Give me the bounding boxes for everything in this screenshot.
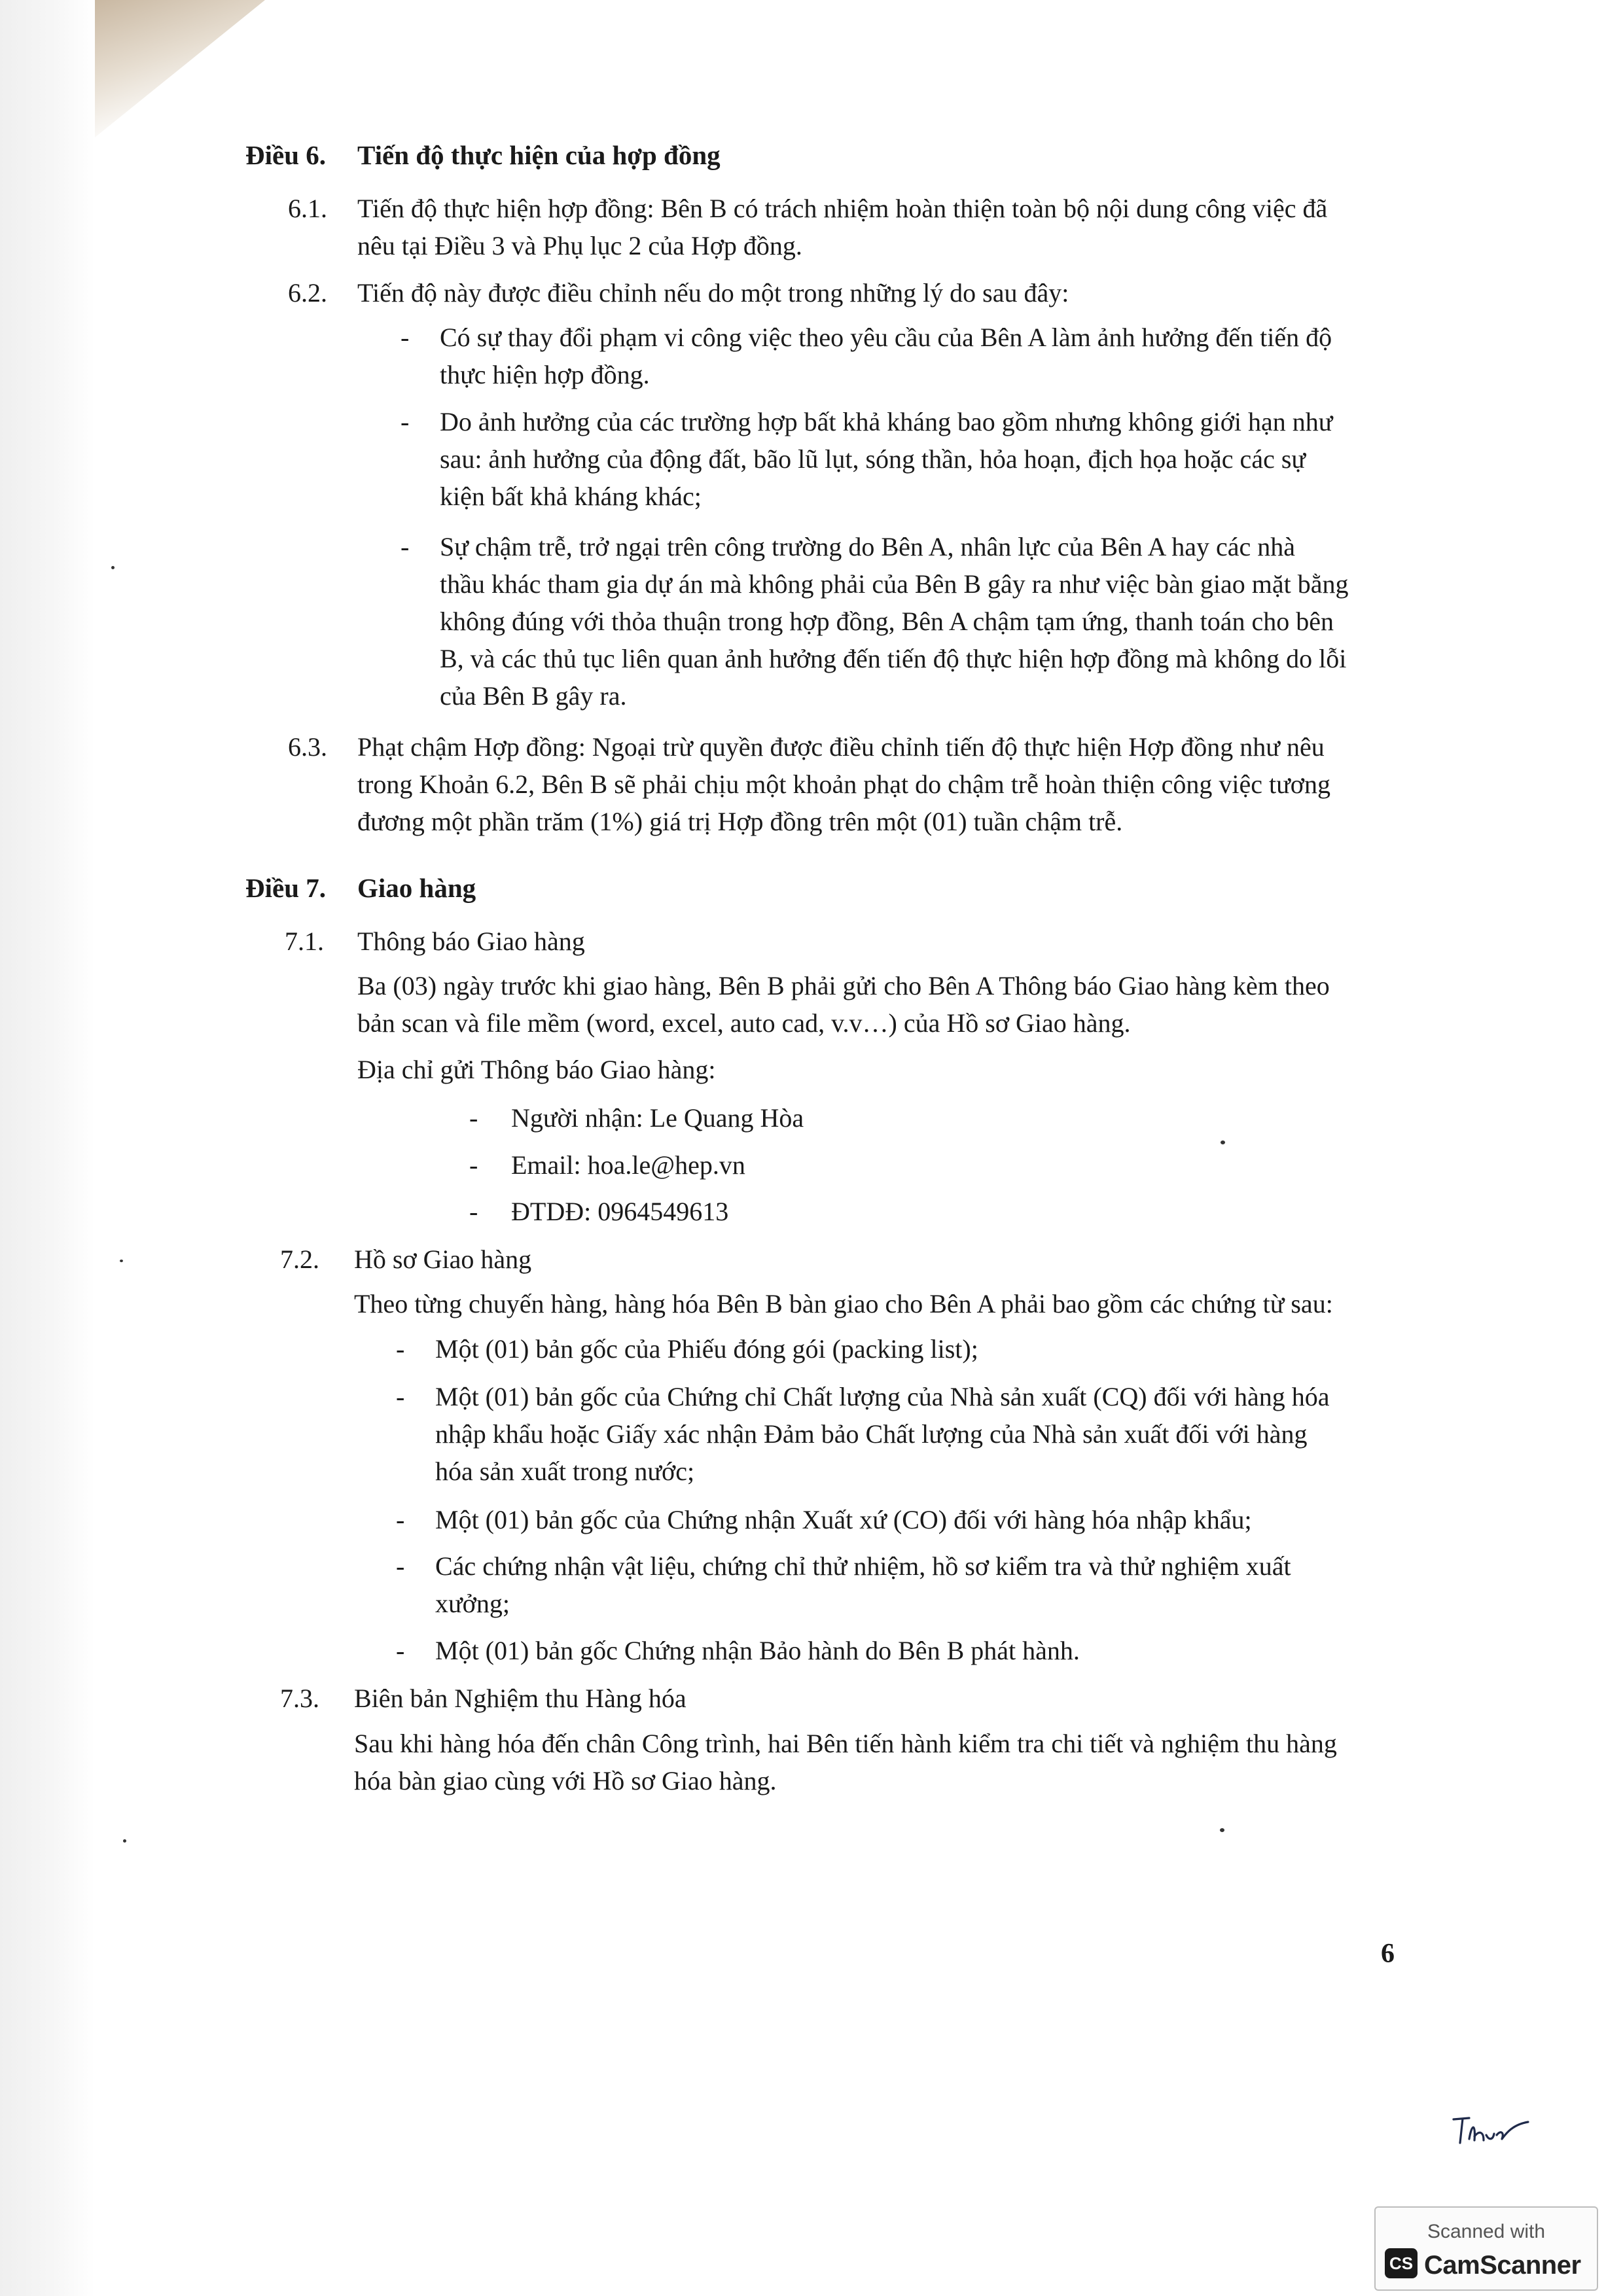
clause-6-2-intro: Tiến độ này được điều chỉnh nếu do một trong những lý do sau đây: [357,278,1069,308]
clause-6-2-bullet-1-line: Có sự thay đổi phạm vi công việc theo yêu cầu của Bên A làm ảnh hưởng đến tiến độ [440,323,1332,352]
clause-7-2-title: Hồ sơ Giao hàng [354,1245,532,1274]
clause-7-2-bullet-4-line: Các chứng nhận vật liệu, chứng chỉ thử nhiệm, hồ sơ kiểm tra và thử nghiệm xuất [435,1551,1291,1581]
scan-speck [120,1260,123,1262]
bullet-dash: - [396,1505,405,1534]
clause-6-2-bullet-2-line: Do ảnh hưởng của các trường hợp bất khả kháng bao gồm nhưng không giới hạn như [440,407,1333,436]
camscanner-logo-icon: CS [1385,2248,1418,2278]
handwritten-initials [1450,2110,1541,2149]
bullet-dash: - [401,532,410,561]
clause-7-2-bullet-3-line: Một (01) bản gốc của Chứng nhận Xuất xứ (CO) đối với hàng hóa nhập khẩu; [435,1505,1252,1534]
clause-6-2-bullet-3-line: không đúng với thỏa thuận trong hợp đồng, Bên A chậm tạm ứng, thanh toán cho bên [440,607,1334,636]
recipient-name: Người nhận: Le Quang Hòa [511,1103,804,1133]
clause-6-2-bullet-3-line: B, và các thủ tục liên quan ảnh hưởng đến tiến độ thực hiện hợp đồng mà không do lỗi [440,644,1347,673]
bullet-dash: - [469,1150,478,1180]
clause-7-1-paragraph-line: Ba (03) ngày trước khi giao hàng, Bên B phải gửi cho Bên A Thông báo Giao hàng kèm theo [357,971,1330,1000]
bullet-dash: - [401,323,410,352]
clause-6-3-line: đương một phần trăm (1%) giá trị Hợp đồng trên một (01) tuần chậm trễ. [357,807,1123,836]
camscanner-watermark [1374,2206,1598,2291]
clause-7-3-title: Biên bản Nghiệm thu Hàng hóa [354,1684,687,1713]
bullet-dash: - [469,1197,478,1226]
clause-7-2-bullet-2-line: Một (01) bản gốc của Chứng chỉ Chất lượng của Nhà sản xuất (CQ) đối với hàng hóa [435,1382,1330,1411]
recipient-email: Email: hoa.le@hep.vn [511,1150,745,1180]
clause-7-3-number: 7.3. [280,1684,319,1713]
article-6-label: Điều 6. [245,140,326,170]
article-6-title: Tiến độ thực hiện của hợp đồng [357,140,721,170]
clause-6-2-number: 6.2. [288,278,327,308]
recipient-phone: ĐTDĐ: 0964549613 [511,1197,729,1226]
bullet-dash: - [469,1103,478,1133]
scan-speck [1220,1828,1224,1832]
clause-6-2-bullet-2-line: kiện bất khả kháng khác; [440,482,702,511]
scan-speck [1221,1140,1225,1144]
clause-6-2-bullet-3-line: thầu khác tham gia dự án mà không phải của Bên B gây ra như việc bàn giao mặt bằng [440,569,1349,599]
clause-7-2-bullet-5-line: Một (01) bản gốc Chứng nhận Bảo hành do Bên B phát hành. [435,1636,1080,1665]
article-7-title: Giao hàng [357,873,476,903]
clause-7-2-number: 7.2. [280,1245,319,1274]
clause-6-2-bullet-2-line: sau: ảnh hưởng của động đất, bão lũ lụt, sóng thần, hỏa hoạn, địch họa hoặc các sự [440,444,1306,474]
clause-6-1-number: 6.1. [288,194,327,223]
clause-7-1-number: 7.1. [285,927,324,956]
clause-7-2-bullet-4-line: xưởng; [435,1589,510,1618]
clause-7-1-title: Thông báo Giao hàng [357,927,585,956]
scan-speck [123,1839,126,1843]
scan-speck [111,566,115,569]
page-number: 6 [1381,1939,1395,1969]
bullet-dash: - [401,407,410,436]
clause-7-2-intro: Theo từng chuyến hàng, hàng hóa Bên B bàn giao cho Bên A phải bao gồm các chứng từ sau: [354,1289,1333,1318]
clause-6-3-number: 6.3. [288,732,327,762]
clause-7-2-bullet-1-line: Một (01) bản gốc của Phiếu đóng gói (packing list); [435,1334,978,1364]
clause-6-2-bullet-3-line: Sự chậm trễ, trở ngại trên công trường do Bên A, nhân lực của Bên A hay các nhà [440,532,1295,561]
clause-7-3-line: Sau khi hàng hóa đến chân Công trình, hai Bên tiến hành kiểm tra chi tiết và nghiệm thu hàng [354,1729,1337,1758]
clause-6-3-line: Phạt chậm Hợp đồng: Ngoại trừ quyền được điều chỉnh tiến độ thực hiện Hợp đồng như nêu [357,732,1325,762]
clause-6-2-bullet-3-line: của Bên B gây ra. [440,681,627,711]
clause-7-1-paragraph-line: bản scan và file mềm (word, excel, auto cad, v.v…) của Hồ sơ Giao hàng. [357,1008,1131,1038]
clause-7-2-bullet-2-line: hóa sản xuất trong nước; [435,1457,695,1486]
scanned-with-text: Scanned with [1427,2221,1546,2242]
bullet-dash: - [396,1636,405,1665]
clause-7-1-address-intro: Địa chỉ gửi Thông báo Giao hàng: [357,1055,716,1084]
bullet-dash: - [396,1334,405,1364]
article-7-label: Điều 7. [245,873,326,903]
clause-6-2-bullet-1-line: thực hiện hợp đồng. [440,360,650,389]
bullet-dash: - [396,1382,405,1411]
clause-7-3-line: hóa bàn giao cùng với Hồ sơ Giao hàng. [354,1766,777,1795]
clause-6-3-line: trong Khoản 6.2, Bên B sẽ phải chịu một khoản phạt do chậm trễ hoàn thiện công việc tương [357,769,1330,799]
clause-7-2-bullet-2-line: nhập khẩu hoặc Giấy xác nhận Đảm bảo Chất lượng của Nhà sản xuất đối với hàng [435,1419,1308,1449]
camscanner-brand-text: CamScanner [1424,2251,1581,2280]
bullet-dash: - [396,1551,405,1581]
clause-6-1-line: nêu tại Điều 3 và Phụ lục 2 của Hợp đồng. [357,231,802,260]
clause-6-1-line: Tiến độ thực hiện hợp đồng: Bên B có trách nhiệm hoàn thiện toàn bộ nội dung công việc đã [357,194,1328,223]
